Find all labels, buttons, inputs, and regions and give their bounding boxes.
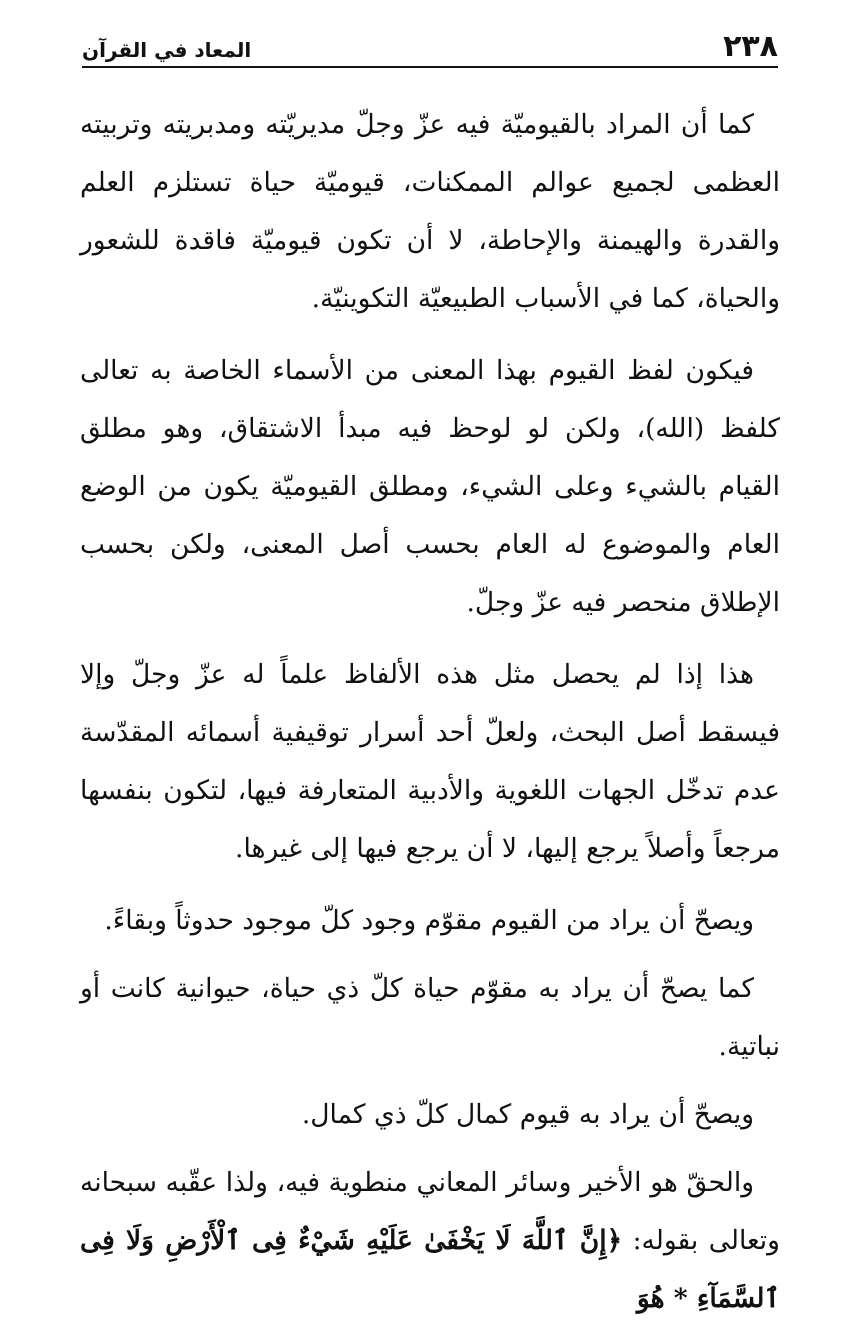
- paragraph: ويصحّ أن يراد به قيوم كمال كلّ ذي كمال.: [301, 1099, 754, 1130]
- paragraph: ويصحّ أن يراد من القيوم مقوّم وجود كلّ موجود حدوثاً وبقاءً.: [104, 905, 754, 936]
- page-header: [82, 22, 778, 68]
- running-title: المعاد في القرآن: [82, 38, 252, 62]
- body-text: [80, 96, 780, 1342]
- paragraph: هذا إذا لم يحصل مثل هذه الألفاظ علماً له عزّ وجلّ وإلا فيسقط أصل البحث، ولعلّ أحد أسرار توقيفية أسمائه المقدّسة عدم تدخّل الجهات اللغوية والأدبية المتعارفة فيها، لتكون بنفسها مرجعاً وأصلاً يرجع إليها، لا أن يرجع فيها إلى غيرها.: [80, 659, 780, 864]
- paragraph: فيكون لفظ القيوم بهذا المعنى من الأسماء الخاصة به تعالى كلفظ (الله)، ولكن لو لوحظ فيه مبدأ الاشتقاق، وهو مطلق القيام بالشيء وعلى الشيء، ومطلق القيوميّة يكون من الوضع العام والموضوع له العام بحسب أصل المعنى، ولكن بحسب الإطلاق منحصر فيه عزّ وجلّ.: [80, 355, 780, 618]
- paragraph-text: والحقّ هو الأخير وسائر المعاني منطوية فيه، ولذا عقّبه سبحانه وتعالى بقوله:: [80, 1167, 780, 1256]
- paragraph: كما أن المراد بالقيوميّة فيه عزّ وجلّ مديريّته ومدبريته وتربيته العظمى لجميع عوالم الممكنات، قيوميّة حياة تستلزم العلم والقدرة والهيمنة والإحاطة، لا أن تكون قيوميّة فاقدة للشعور والحياة، كما في الأسباب الطبيعيّة التكوينيّة.: [80, 109, 780, 314]
- quran-verse: ﴿إِنَّ ٱللَّهَ لَا يَخْفَىٰ عَلَيْهِ شَيْءٌ فِى ٱلْأَرْضِ وَلَا فِى ٱلسَّمَآءِ * هُوَ: [80, 1225, 780, 1314]
- paragraph: كما يصحّ أن يراد به مقوّم حياة كلّ ذي حياة، حيوانية كانت أو نباتية.: [80, 973, 780, 1062]
- page-number: ٢٣٨: [723, 29, 778, 64]
- paragraph-with-quran: [80, 1154, 780, 1328]
